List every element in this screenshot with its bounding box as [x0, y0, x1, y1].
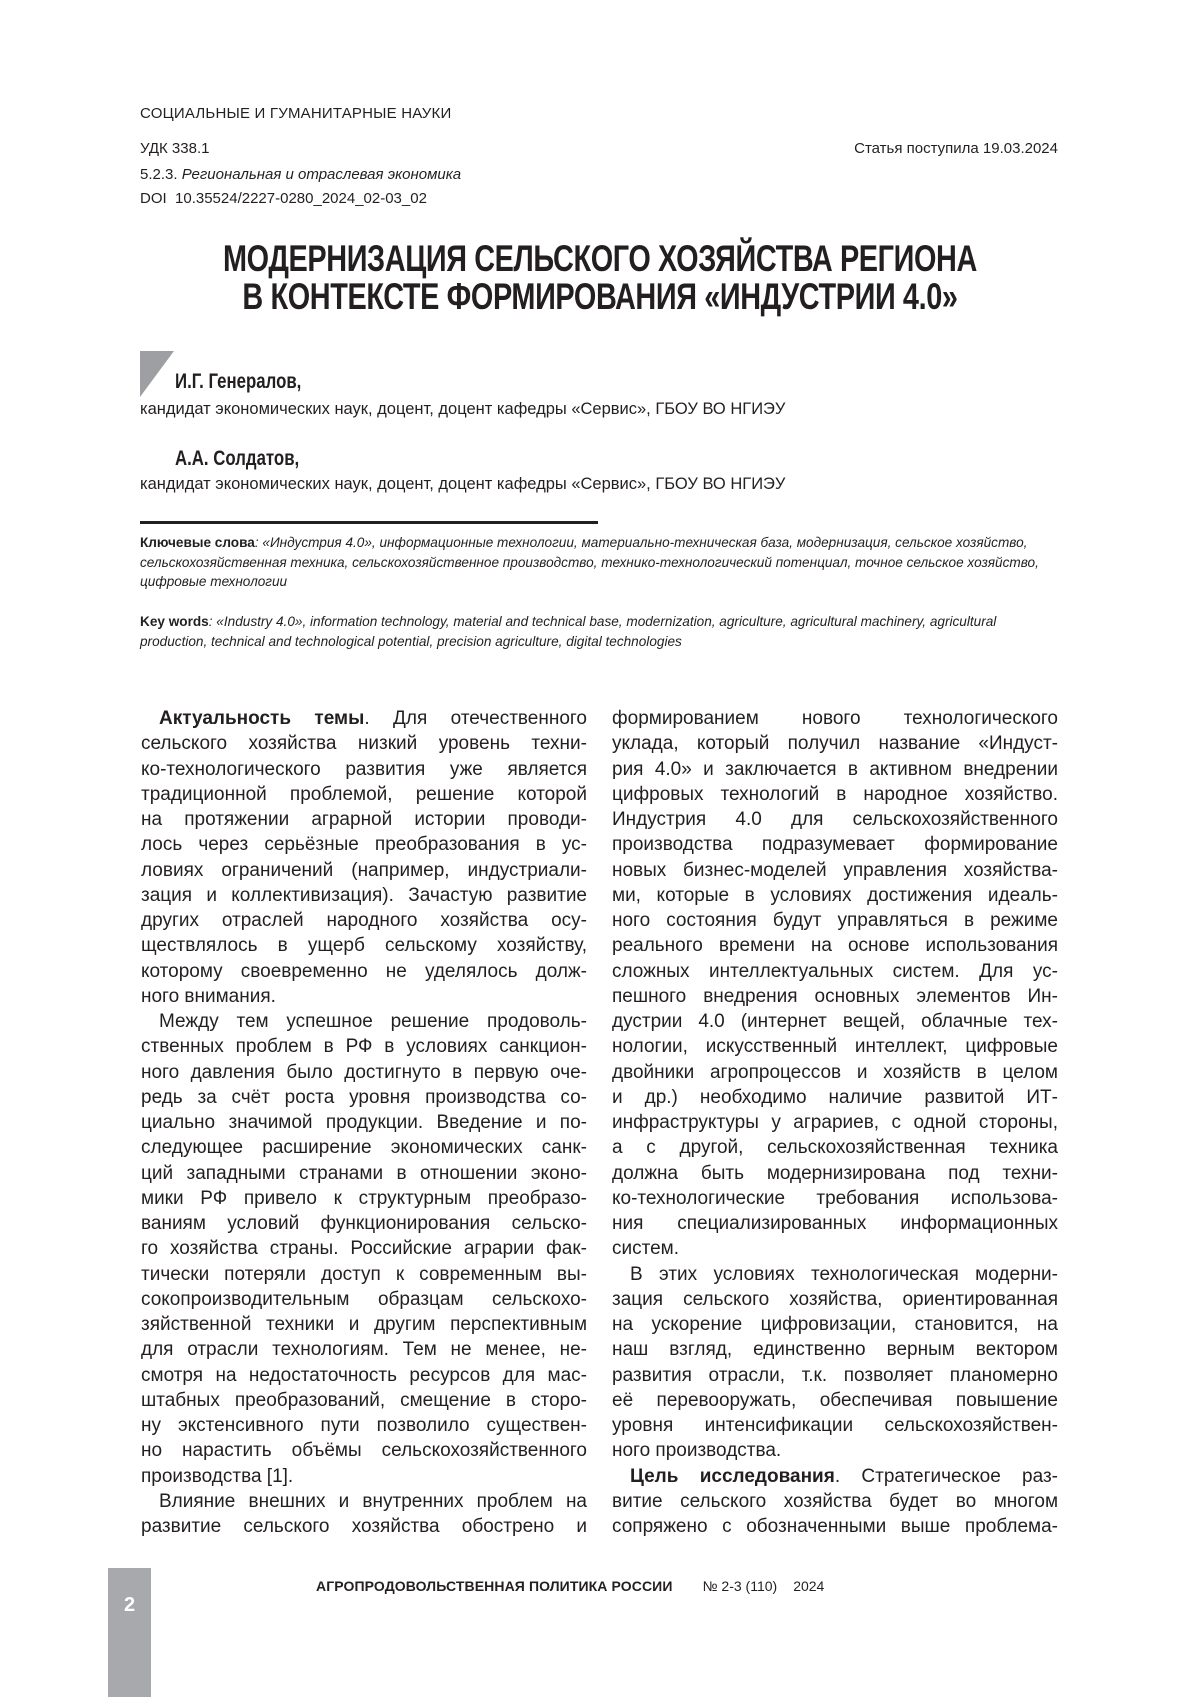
keywords-en: [140, 612, 1058, 651]
body-text-line: [612, 1110, 1058, 1135]
body-text-line: [612, 1489, 1058, 1514]
body-text-line: [612, 959, 1058, 984]
line-text: го хозяйства страны. Российские аграрии фак-: [141, 1238, 587, 1259]
line-text: новых бизнес-моделей управления хозяйства-: [612, 860, 1058, 881]
body-text-line: [141, 1312, 587, 1337]
body-text-line: [141, 1337, 587, 1362]
line-text: витие сельского хозяйства будет во многом: [612, 1491, 1058, 1512]
line-text: ну экстенсивного пути позволило существен-: [141, 1415, 587, 1436]
line-text: лось через серьёзные преобразования в ус-: [141, 834, 587, 855]
specialty: [140, 166, 461, 183]
body-text-line: [141, 782, 587, 807]
issue-number: № 2-3 (110): [703, 1578, 778, 1594]
body-text-line: [141, 1464, 587, 1489]
line-text: производства [1].: [141, 1466, 293, 1487]
body-text-line: [612, 1085, 1058, 1110]
line-text: ми, которые в условиях достижения идеаль-: [612, 885, 1058, 906]
line-text: развитие сельского хозяйства обострено и: [141, 1516, 587, 1537]
body-text-line: [141, 832, 587, 857]
body-text-line: [141, 1388, 587, 1413]
line-text: ций западными странами в отношении эконо-: [141, 1163, 587, 1184]
body-text-line: [141, 807, 587, 832]
line-text: ного давления было достигнуто в первую оче-: [141, 1062, 587, 1083]
line-text: нологии, искусственный интеллект, цифровые: [612, 1036, 1058, 1057]
body-text-line: [612, 1337, 1058, 1362]
body-text-line: [141, 1060, 587, 1085]
line-text: ного производства.: [612, 1440, 781, 1461]
body-text-line: [141, 959, 587, 984]
body-text-line: [612, 1060, 1058, 1085]
body-text-line: [141, 1287, 587, 1312]
body-text-line: [141, 1009, 587, 1034]
line-text: на ускорение цифровизации, становится, на: [612, 1314, 1058, 1335]
line-text: следующее расширение экономических санк-: [141, 1137, 587, 1158]
specialty-name: Региональная и отраслевая экономика: [182, 166, 461, 183]
body-text-line: [612, 1363, 1058, 1388]
body-text-line: [141, 1262, 587, 1287]
body-text-line: [612, 1262, 1058, 1287]
page-number: 2: [108, 1594, 151, 1617]
udk: УДК 338.1: [140, 140, 209, 157]
line-text: которому своевременно не уделялось долж-: [141, 961, 587, 982]
body-text-line: [141, 1211, 587, 1236]
doi-label: DOI: [140, 190, 167, 207]
line-text: двойники агропроцессов и хозяйств в целом: [612, 1062, 1058, 1083]
line-text: ного состояния будут управляться в режиме: [612, 910, 1058, 931]
issue-year: 2024: [793, 1578, 824, 1594]
body-text-line: [612, 1236, 1058, 1261]
paragraph-lead: Цель исследования: [630, 1466, 835, 1487]
line-text: зяйственной техники и другим перспективным: [141, 1314, 587, 1335]
body-text-line: [141, 1489, 587, 1514]
body-text-line: [141, 1236, 587, 1261]
line-text: её перевооружать, обеспечивая повышение: [612, 1390, 1058, 1411]
line-text: циально значимой продукции. Введение и по-: [141, 1112, 587, 1133]
title-line-1: МОДЕРНИЗАЦИЯ СЕЛЬСКОГО ХОЗЯЙСТВА РЕГИОНА: [132, 240, 1068, 278]
line-text: редь за счёт роста уровня производства со-: [141, 1087, 587, 1108]
author-affiliation: кандидат экономических наук, доцент, доцент кафедры «Сервис», ГБОУ ВО НГИЭУ: [140, 400, 785, 419]
body-text-line: [141, 1034, 587, 1059]
author-name: И.Г. Генералов,: [175, 370, 301, 394]
keywords-en-label: Key words: [140, 614, 209, 629]
line-text: но нарастить объёмы сельскохозяйственного: [141, 1440, 587, 1461]
journal-name: АГРОПРОДОВОЛЬСТВЕННАЯ ПОЛИТИКА РОССИИ: [316, 1578, 673, 1594]
line-text: ществлялось в ущерб сельскому хозяйству,: [141, 935, 587, 956]
line-text: и др.) необходимо наличие развитой ИТ-: [612, 1087, 1058, 1108]
body-text-line: [141, 1363, 587, 1388]
body-text-line: [612, 1034, 1058, 1059]
body-text-line: [612, 706, 1058, 731]
line-text: производства подразумевает формирование: [612, 834, 1058, 855]
body-text-line: [612, 1413, 1058, 1438]
line-text: штабных преобразований, смещение в сторо-: [141, 1390, 587, 1411]
line-text: на протяжении аграрной истории проводи-: [141, 809, 587, 830]
line-text: сокопроизводительным образцам сельскохо-: [141, 1289, 587, 1310]
divider: [140, 521, 598, 524]
line-text: формированием нового технологического: [612, 708, 1058, 729]
line-text: сопряжено с обозначенными выше проблема-: [612, 1516, 1058, 1537]
author-marker-icon: [140, 351, 174, 397]
line-text: систем.: [612, 1238, 679, 1259]
specialty-code: 5.2.3.: [140, 166, 178, 183]
body-text-line: [612, 1135, 1058, 1160]
line-text: цифровых технологий в народное хозяйство.: [612, 784, 1058, 805]
body-text-line: [612, 782, 1058, 807]
body-text-line: [141, 1085, 587, 1110]
author-name: А.А. Солдатов,: [175, 447, 299, 471]
body-text-line: [612, 883, 1058, 908]
line-text: сельского хозяйства низкий уровень техни-: [141, 733, 587, 754]
line-text: дустрии 4.0 (интернет вещей, облачные тех-: [612, 1011, 1058, 1032]
body-text-line: [612, 984, 1058, 1009]
keywords-ru-text: : «Индустрия 4.0», информационные технологии, материально-техническая база, модернизация, сельское хозяйство, сельскохозяйственная техника, сельскохозяйственное производство, технико-технологический потенциал, точное сельское хозяйство, цифровые технологии: [140, 535, 1039, 589]
body-text-line: [141, 1186, 587, 1211]
line-text: сложных интеллектуальных систем. Для ус-: [612, 961, 1058, 982]
body-text-line: [141, 1438, 587, 1463]
line-text: Между тем успешное решение продоволь-: [159, 1011, 587, 1032]
keywords-ru-label: Ключевые слова: [140, 535, 255, 550]
line-text: должна быть модернизирована под техни-: [612, 1163, 1058, 1184]
line-text: традиционной проблемой, решение которой: [141, 784, 587, 805]
body-text-line: [141, 1161, 587, 1186]
body-text-line: [141, 858, 587, 883]
paragraph-lead: Актуальность темы: [159, 708, 364, 729]
body-text-line: [141, 908, 587, 933]
body-text-line: [612, 933, 1058, 958]
line-text: Влияние внешних и внутренних проблем на: [159, 1491, 587, 1512]
body-text-line: [141, 933, 587, 958]
line-text: ловиях ограничений (например, индустриали-: [141, 860, 587, 881]
body-text-line: [612, 1211, 1058, 1236]
body-text-line: [612, 1514, 1058, 1539]
line-text: рия 4.0» и заключается в активном внедрении: [612, 759, 1058, 780]
title-line-2: В КОНТЕКСТЕ ФОРМИРОВАНИЯ «ИНДУСТРИИ 4.0»: [132, 278, 1068, 316]
line-text: пешного внедрения основных элементов Ин-: [612, 986, 1058, 1007]
line-text: для отрасли технологиям. Тем не менее, не-: [141, 1339, 587, 1360]
author-affiliation: кандидат экономических наук, доцент, доцент кафедры «Сервис», ГБОУ ВО НГИЭУ: [140, 475, 785, 494]
line-text: уровня интенсификации сельскохозяйствен-: [612, 1415, 1058, 1436]
line-text: ко-технологические требования использова-: [612, 1188, 1058, 1209]
line-text: . Стратегическое раз-: [835, 1466, 1058, 1487]
line-text: реального времени на основе использования: [612, 935, 1058, 956]
body-text-line: [612, 1438, 1058, 1463]
body-text-line: [141, 1514, 587, 1539]
line-text: смотря на недостаточность ресурсов для мас-: [141, 1365, 587, 1386]
line-text: уклада, который получил название «Индуст-: [612, 733, 1058, 754]
line-text: ния специализированных информационных: [612, 1213, 1058, 1234]
line-text: В этих условиях технологическая модерни-: [630, 1264, 1058, 1285]
section-heading: СОЦИАЛЬНЫЕ И ГУМАНИТАРНЫЕ НАУКИ: [140, 105, 451, 122]
line-text: зация и коллективизация). Зачастую развитие: [141, 885, 587, 906]
body-text-line: [612, 858, 1058, 883]
line-text: развития отрасли, т.к. позволяет планомерно: [612, 1365, 1058, 1386]
body-text-line: [141, 1135, 587, 1160]
body-text-line: [612, 1287, 1058, 1312]
body-text-line: [612, 757, 1058, 782]
body-text-line: [612, 832, 1058, 857]
body-column-left: [141, 706, 587, 1539]
body-text-line: [612, 908, 1058, 933]
body-text-line: [141, 731, 587, 756]
body-text-line: [141, 984, 587, 1009]
doi-value[interactable]: 10.35524/2227-0280_2024_02-03_02: [175, 190, 427, 207]
line-text: инфраструктуры у аграриев, с одной стороны,: [612, 1112, 1058, 1133]
body-text-line: [141, 1413, 587, 1438]
received-date: Статья поступила 19.03.2024: [854, 140, 1058, 157]
keywords-ru: [140, 533, 1058, 592]
body-text-line: [141, 1110, 587, 1135]
keywords-en-text: : «Industry 4.0», information technology, material and technical base, modernization, agriculture, agricultural machinery, agricultural production, technical and technological potential, precision agriculture, digital technologies: [140, 614, 996, 649]
body-text-line: [141, 883, 587, 908]
line-text: ного внимания.: [141, 986, 276, 1007]
body-text-line: [612, 1161, 1058, 1186]
body-text-line: [141, 757, 587, 782]
body-text-line: [141, 706, 587, 731]
footer: [316, 1578, 824, 1594]
doi: [140, 190, 427, 207]
body-text-line: [612, 807, 1058, 832]
line-text: . Для отечественного: [364, 708, 587, 729]
body-text-line: [612, 1464, 1058, 1489]
line-text: ваниям условий функционирования сельско-: [141, 1213, 587, 1234]
body-text-line: [612, 1312, 1058, 1337]
body-text-line: [612, 1009, 1058, 1034]
line-text: других отраслей народного хозяйства осу-: [141, 910, 587, 931]
body-text-line: [612, 1388, 1058, 1413]
body-text-line: [612, 1186, 1058, 1211]
line-text: Индустрия 4.0 для сельскохозяйственного: [612, 809, 1058, 830]
line-text: наш взгляд, единственно верным вектором: [612, 1339, 1058, 1360]
line-text: ко-технологического развития уже является: [141, 759, 587, 780]
line-text: а с другой, сельскохозяйственная техника: [612, 1137, 1058, 1158]
article-title: [0, 240, 1200, 316]
body-column-right: [612, 706, 1058, 1539]
line-text: зация сельского хозяйства, ориентированная: [612, 1289, 1058, 1310]
line-text: мики РФ привело к структурным преобразо-: [141, 1188, 587, 1209]
page-number-tab: [108, 1568, 151, 1697]
line-text: ственных проблем в РФ в условиях санкцион-: [141, 1036, 587, 1057]
line-text: тически потеряли доступ к современным вы-: [141, 1264, 587, 1285]
body-text-line: [612, 731, 1058, 756]
